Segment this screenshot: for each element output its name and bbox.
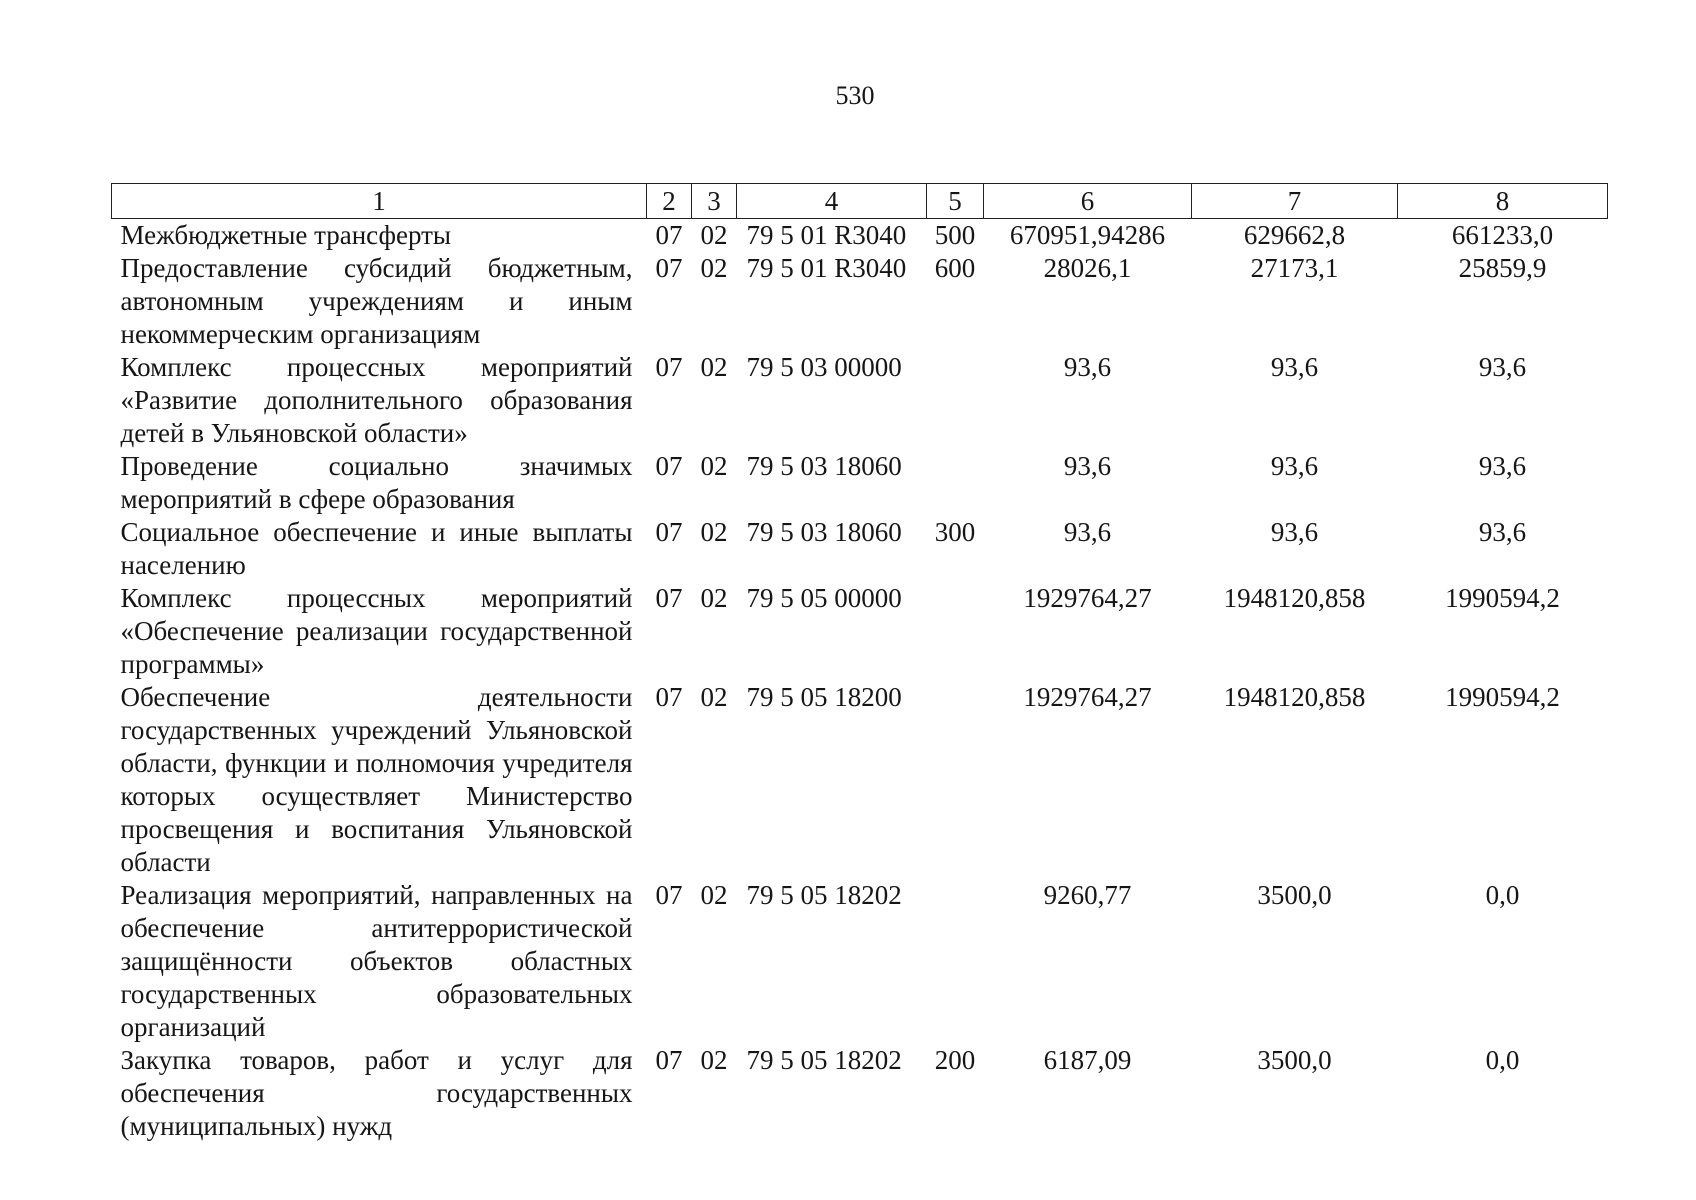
row-name: Предоставление субсидий бюджетным, автономным учреждениям и иным некоммерческим организациям bbox=[120, 253, 633, 349]
column-header: 2 bbox=[647, 184, 692, 219]
amount-col8: 93,6 bbox=[1478, 352, 1527, 382]
amount-col6: 28026,1 bbox=[1043, 253, 1132, 283]
table-row bbox=[112, 582, 1608, 681]
column-header: 8 bbox=[1398, 184, 1608, 219]
section-code: 07 bbox=[655, 880, 683, 910]
amount-col6: 93,6 bbox=[1063, 451, 1112, 481]
expense-type-code: 600 bbox=[934, 253, 976, 283]
column-header: 4 bbox=[737, 184, 927, 219]
row-name: Социальное обеспечение и иные выплаты населению bbox=[120, 517, 633, 580]
page-number: 530 bbox=[835, 81, 875, 110]
section-code: 07 bbox=[655, 517, 683, 547]
subsection-code: 02 bbox=[700, 253, 728, 283]
section-code: 07 bbox=[655, 451, 683, 481]
amount-col7: 93,6 bbox=[1270, 517, 1319, 547]
section-code: 07 bbox=[655, 682, 683, 712]
column-header: 5 bbox=[927, 184, 984, 219]
subsection-code: 02 bbox=[700, 517, 728, 547]
amount-col7: 27173,1 bbox=[1250, 253, 1339, 283]
amount-col7: 1948120,858 bbox=[1223, 583, 1366, 613]
row-name: Комплекс процессных мероприятий «Развитие дополнительного образования детей в Ульяновской области» bbox=[120, 352, 633, 448]
amount-col7: 3500,0 bbox=[1257, 1045, 1332, 1075]
subsection-code: 02 bbox=[700, 682, 728, 712]
header-row bbox=[112, 184, 1608, 219]
target-article-code: 79 5 05 18202 bbox=[746, 1045, 902, 1075]
budget-table bbox=[111, 183, 1608, 1143]
table-row bbox=[112, 1044, 1608, 1143]
expense-type-code bbox=[927, 582, 984, 681]
subsection-code: 02 bbox=[700, 880, 728, 910]
column-header: 6 bbox=[984, 184, 1192, 219]
section-code: 07 bbox=[655, 1045, 683, 1075]
amount-col7: 3500,0 bbox=[1257, 880, 1332, 910]
section-code: 07 bbox=[655, 253, 683, 283]
row-name: Обеспечение деятельности государственных учреждений Ульяновской области, функции и полномочия учредителя которых осуществляет Министерство просвещения и воспитания Ульяновской области bbox=[120, 682, 633, 877]
amount-col8: 1990594,2 bbox=[1445, 583, 1560, 613]
target-article-code: 79 5 01 R3040 bbox=[746, 253, 907, 283]
row-name: Реализация мероприятий, направленных на обеспечение антитеррористической защищённости объектов областных государственных образовательных организаций bbox=[120, 880, 633, 1042]
amount-col7: 629662,8 bbox=[1243, 220, 1346, 250]
expense-type-code bbox=[927, 450, 984, 516]
subsection-code: 02 bbox=[700, 451, 728, 481]
target-article-code: 79 5 05 18202 bbox=[746, 880, 902, 910]
column-header: 7 bbox=[1192, 184, 1398, 219]
target-article-code: 79 5 05 00000 bbox=[746, 583, 902, 613]
row-name: Межбюджетные трансферты bbox=[120, 220, 452, 250]
expense-type-code bbox=[927, 351, 984, 450]
amount-col8: 0,0 bbox=[1485, 1045, 1520, 1075]
amount-col8: 1990594,2 bbox=[1445, 682, 1560, 712]
amount-col6: 1929764,27 bbox=[1023, 583, 1152, 613]
subsection-code: 02 bbox=[700, 220, 728, 250]
target-article-code: 79 5 03 18060 bbox=[746, 451, 902, 481]
amount-col6: 93,6 bbox=[1063, 352, 1112, 382]
amount-col6: 670951,94286 bbox=[1009, 220, 1166, 250]
row-name: Проведение социально значимых мероприятий в сфере образования bbox=[120, 451, 633, 514]
amount-col7: 93,6 bbox=[1270, 352, 1319, 382]
amount-col7: 93,6 bbox=[1270, 451, 1319, 481]
target-article-code: 79 5 03 00000 bbox=[746, 352, 902, 382]
target-article-code: 79 5 05 18200 bbox=[746, 682, 902, 712]
table-row bbox=[112, 681, 1608, 879]
expense-type-code: 200 bbox=[934, 1045, 976, 1075]
amount-col8: 0,0 bbox=[1485, 880, 1520, 910]
amount-col6: 6187,09 bbox=[1043, 1045, 1132, 1075]
expense-type-code bbox=[927, 879, 984, 1044]
amount-col6: 1929764,27 bbox=[1023, 682, 1152, 712]
target-article-code: 79 5 01 R3040 bbox=[746, 220, 907, 250]
column-header: 3 bbox=[692, 184, 737, 219]
amount-col7: 1948120,858 bbox=[1223, 682, 1366, 712]
amount-col8: 661233,0 bbox=[1451, 220, 1554, 250]
subsection-code: 02 bbox=[700, 1045, 728, 1075]
subsection-code: 02 bbox=[700, 352, 728, 382]
table-row bbox=[112, 450, 1608, 516]
row-name: Закупка товаров, работ и услуг для обеспечения государственных (муниципальных) нужд bbox=[120, 1045, 633, 1141]
table-row bbox=[112, 879, 1608, 1044]
column-header: 1 bbox=[112, 184, 647, 219]
table-row bbox=[112, 351, 1608, 450]
target-article-code: 79 5 03 18060 bbox=[746, 517, 902, 547]
amount-col8: 93,6 bbox=[1478, 517, 1527, 547]
amount-col8: 25859,9 bbox=[1458, 253, 1547, 283]
expense-type-code: 500 bbox=[934, 220, 976, 250]
row-name: Комплекс процессных мероприятий «Обеспечение реализации государственной программы» bbox=[120, 583, 633, 679]
subsection-code: 02 bbox=[700, 583, 728, 613]
section-code: 07 bbox=[655, 220, 683, 250]
amount-col6: 93,6 bbox=[1063, 517, 1112, 547]
table-row bbox=[112, 219, 1608, 253]
expense-type-code bbox=[927, 681, 984, 879]
expense-type-code: 300 bbox=[934, 517, 976, 547]
amount-col8: 93,6 bbox=[1478, 451, 1527, 481]
table-row bbox=[112, 516, 1608, 582]
table-row bbox=[112, 252, 1608, 351]
section-code: 07 bbox=[655, 583, 683, 613]
amount-col6: 9260,77 bbox=[1043, 880, 1132, 910]
section-code: 07 bbox=[655, 352, 683, 382]
